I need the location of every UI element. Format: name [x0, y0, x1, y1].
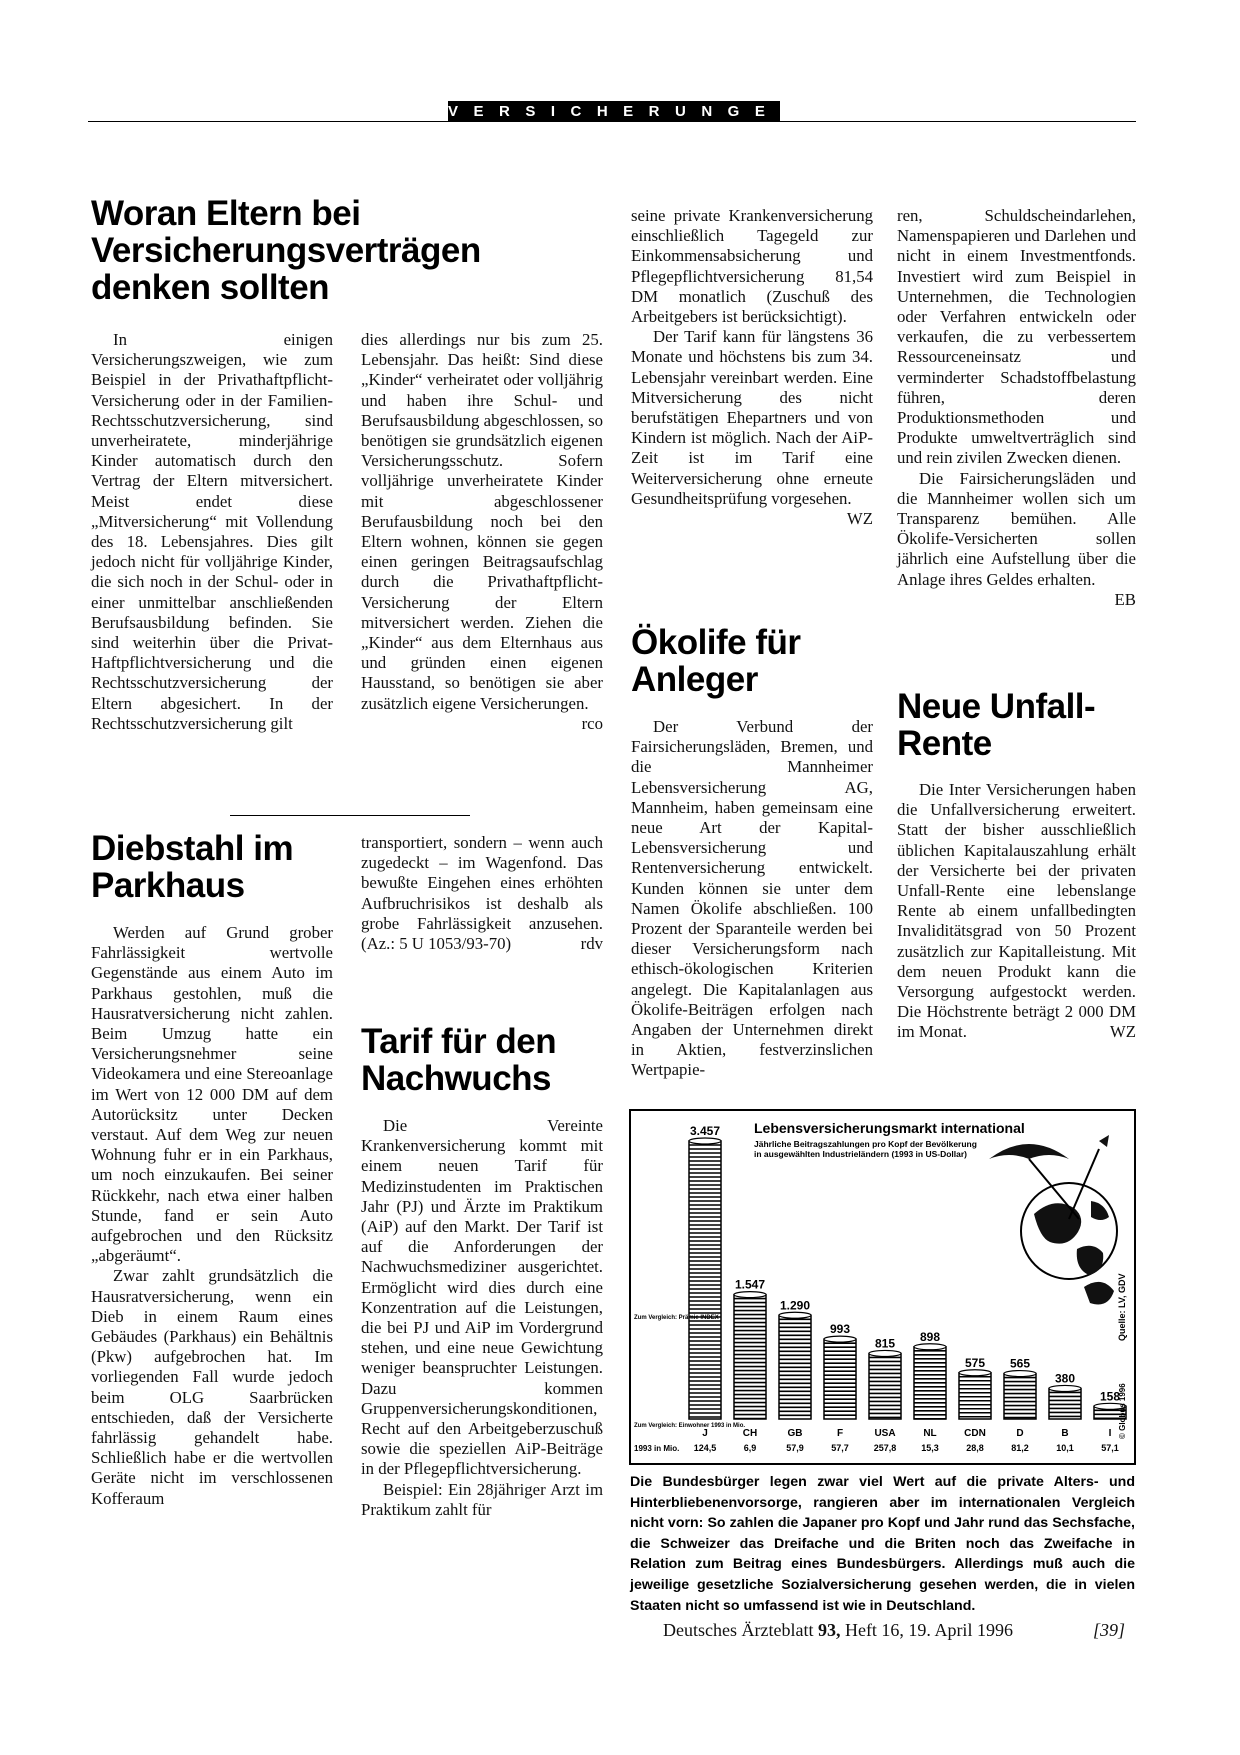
eltern-col2 — [361, 330, 603, 734]
coin-top — [734, 1292, 766, 1298]
value-label: 158 — [1099, 1389, 1121, 1404]
value-label: 380 — [1054, 1371, 1076, 1386]
diebstahl-col2-body: transportiert, sondern – wenn auch zugedeckt – im Wagenfond. Das bewußte Eingehen eines erhöhten Aufbruchrisikos ist deshalb als grobe Fahrlässigkeit anzusehen. (Az.: 5 U 1053/93-70) — [361, 833, 603, 954]
oekolife-col3 — [631, 717, 873, 1081]
value-label: 575 — [964, 1355, 986, 1370]
eltern-signature: rco — [581, 713, 603, 733]
chart — [629, 1109, 1136, 1465]
headline-tarif: Tarif für den Nachwuchs — [361, 1022, 557, 1098]
population-label: 57,7 — [831, 1443, 849, 1453]
coin-top — [824, 1336, 856, 1342]
oekolife-col4-body: Die Fairsicherungsläden und die Mannheimer wollen sich um Transparenz bemühen. Alle Ökolife-Versicherten sollen jährlich eine Aufstellung über die Anlage ihres Geldes erhalten. — [897, 468, 1136, 589]
oekolife-col3-text: Der Verbund der Fairsicherungsläden, Bremen, und die Mannheimer Lebensversicherung AG, Mannheim, haben gemeinsam eine neue Art der Kapital-Lebensversicherung und Rentenversicherung entwickelt. Kunden können sie unter dem Namen Ökolife abschließen. 100 Prozent der Sparanteile werden bei dieser Versicherungsform nach ethisch-ökologischen Kriterien angelegt. Die Kapitalanlagen aus Ökolife-Beiträgen erfolgen nach Angaben der Unternehmen direkt in Aktien, festverzinslichen Wertpapie- — [631, 717, 873, 1080]
headline-diebstahl: Diebstahl im Parkhaus — [91, 829, 294, 905]
section-tag: VERSICHERUNGEN — [448, 103, 807, 120]
bar-CDN — [959, 1370, 991, 1419]
population-label: 57,1 — [1101, 1443, 1119, 1453]
row-label-index: Zum Vergleich: Prämie INDEX — [634, 1315, 719, 1321]
chart-source: Quelle: LV, GDV — [1117, 1273, 1127, 1341]
category-label: USA — [874, 1428, 896, 1439]
footer — [663, 1620, 1063, 1641]
value-label: 898 — [919, 1329, 941, 1344]
footer-issue: Heft 16, 19. April 1996 — [844, 1620, 1013, 1640]
diebstahl-col2-text — [361, 833, 603, 954]
oekolife-signature: EB — [1114, 589, 1136, 609]
category-label: CH — [742, 1428, 758, 1439]
population-label: 15,3 — [921, 1443, 939, 1453]
tarif-col3 — [631, 206, 873, 529]
row-label-population: Zum Vergleich: Einwohner 1993 in Mio. — [634, 1423, 746, 1429]
population-label: 81,2 — [1011, 1443, 1029, 1453]
footer-volume: 93, — [817, 1620, 841, 1640]
eltern-col1 — [91, 330, 333, 734]
coin-top — [914, 1344, 946, 1350]
headline-unfall: Neue Unfall-Rente — [897, 687, 1096, 763]
tarif-p2: Beispiel: Ein 28jähriger Arzt im Praktikum zahlt für — [361, 1479, 603, 1519]
category-label: I — [1108, 1428, 1112, 1439]
unfall-body: Die Inter Versicherungen haben die Unfallversicherung erweitert. Statt der bisher ausschließlich üblichen Kapitalauszahlung erhält der Versicherte bei der privaten Unfall-Rente eine lebenslange Rente ab einem unfallbedingten Invaliditätsgrad von 50 Prozent zusätzlich zur Kapitalleistung. Mit dem neuen Produkt kann die Versorgung aufgestockt werden. Die Höchstrente beträgt 2 000 DM im Monat. — [897, 780, 1136, 1042]
value-label: 1.290 — [779, 1298, 811, 1313]
diebstahl-col1-p1: Werden auf Grund grober Fahrlässigkeit wertvolle Gegenstände aus einem Auto im Parkhaus gestohlen, muß die Hausratversicherung nicht zahlen. Beim Umzug hatte ein Versicherungsnehmer seine Videokamera und eine Stereoanlage im Wert von 12 000 DM auf dem Autorücksitz unter Decken verstaut. Auf dem Weg zur neuen Wohnung fuhr er in ein Parkhaus, um noch einzukaufen. Bei seiner Rückkehr, nach etwa einer halben Stunde, fand er sein Auto aufgebrochen und den Rücksitz „abgeräumt“. — [91, 923, 333, 1266]
category-label: GB — [787, 1428, 803, 1439]
eltern-col1-text: In einigen Versicherungszweigen, wie zum Beispiel in der Privathaftpflicht-Versicherung oder in der Familien-Rechtsschutzversicherung, sind unverheiratete, minderjährige Kinder automatisch durch den Vertrag der Eltern mitversichert. Meist endet diese „Mitversicherung“ mit Vollendung des 18. Lebensjahres. Dies gilt jedoch nicht für volljährige Kinder, die sich noch in der Schul- oder in einer unmittelbar anschließenden Berufsausbildung befinden. Sie sind weiterhin über die Privat-Haftpflichtversicherung und die Rechtsschutzversicherung der Eltern abgesichert. In der Rechtsschutzversicherung gilt — [91, 330, 333, 733]
unfall-col4 — [897, 780, 1136, 1043]
population-label: 257,8 — [873, 1443, 897, 1453]
footer-page: [39] — [1093, 1620, 1126, 1640]
article-divider — [230, 815, 470, 816]
tarif-signature: WZ — [846, 509, 873, 529]
headline-eltern: Woran Eltern bei Versicherungsverträgen denken sollten — [91, 194, 481, 307]
bar-rect — [734, 1295, 766, 1419]
footer-journal: Deutsches Ärzteblatt — [663, 1620, 814, 1640]
coin-top — [689, 1138, 721, 1144]
category-label: CDN — [964, 1428, 986, 1439]
bar-rect — [1004, 1374, 1036, 1419]
population-label: 124,5 — [693, 1443, 717, 1453]
bar-B — [1049, 1385, 1081, 1419]
bar-F — [824, 1336, 856, 1419]
category-label: NL — [923, 1428, 937, 1439]
coin-top — [959, 1370, 991, 1376]
population-label: 10,1 — [1056, 1443, 1074, 1453]
population-label: 57,9 — [786, 1443, 804, 1453]
diebstahl-col1 — [91, 923, 333, 1509]
diebstahl-col1-p2: Zwar zahlt grundsätzlich die Hausratversicherung, wenn ein Dieb in einem Raum eines Gebäudes (Parkhaus) ein Behältnis (Pkw) aufgebrochen hat. Im vorliegenden Fall wurde jedoch beim OLG Saarbrücken entschieden, daß der Versicherte fahrlässig gehandelt habe. Schließlich habe er die wertvollen Geräte nicht im verschlossenen Kofferaum — [91, 1266, 333, 1508]
tarif-col2 — [361, 1116, 603, 1520]
bar-NL — [914, 1344, 946, 1419]
chart-title: Lebensversicherungsmarkt international — [754, 1120, 1025, 1136]
eltern-col2-body: dies allerdings nur bis zum 25. Lebensjahr. Das heißt: Sind diese „Kinder“ verheiratet oder volljährig und haben ihre Schul- und Berufsausbildung abgeschlossen, so benötigen sie grundsätzlich eigenen Versicherungsschutz. Sofern volljährige unverheiratete Kinder mit abgeschlossener Berufausbildung noch bei den Eltern wohnen, können sie gegen einen geringen Beitragsaufschlag durch die Privathaftpflicht-Versicherung der Eltern mitversichert werden. Ziehen die „Kinder“ aus dem Elternhaus aus und gründen einen eigenen Hausstand, so benötigen sie aber zusätzlich eigene Versicherungen. — [361, 330, 603, 713]
unfall-signature: WZ — [1109, 1022, 1136, 1042]
tarif-col3-p2 — [631, 327, 873, 529]
tarif-col3-p1: seine private Krankenversicherung einschließlich Tagegeld zur Einkommensabsicherung und Pflegepflichtversicherung 81,54 DM monatlich (Zuschuß des Arbeitgebers ist berücksichtigt). — [631, 206, 873, 327]
population-row-label: 1993 in Mio. — [634, 1444, 680, 1453]
category-label: B — [1061, 1428, 1069, 1439]
chart-subtitle-wrap — [754, 1139, 984, 1173]
chart-caption: Die Bundesbürger legen zwar viel Wert auf die private Alters- und Hinterbliebenenvorsorge, rangieren aber im internationalen Vergleich nicht vorn: So zahlen die Japaner pro Kopf und Jahr rund das Sechsfache, die Schweizer das Dreifache und die Briten noch das Zweifache in Relation zum Beitrag eines Bundesbürgers. Allerdings muß auch die jeweilige gesetzliche Sozialversicherung gesehen werden, die in vielen Staaten nicht so umfassend ist wie in Deutschland. — [630, 1474, 1135, 1614]
value-label: 815 — [874, 1336, 896, 1351]
bar-USA — [869, 1350, 901, 1419]
chart-credit: © Globus 1996 — [1118, 1383, 1127, 1439]
value-label: 993 — [829, 1322, 851, 1337]
coin-top — [1049, 1385, 1081, 1391]
headline-oekolife: Ökolife für Anleger — [631, 623, 801, 699]
population-label: 28,8 — [966, 1443, 984, 1453]
value-label: 565 — [1009, 1356, 1031, 1371]
category-label: D — [1016, 1428, 1024, 1439]
chart-svg — [629, 1109, 1136, 1465]
unfall-text — [897, 780, 1136, 1043]
chart-subtitle: Jährliche Beitragszahlungen pro Kopf der Bevölkerung in ausgewählten Industrieländern (1993 in US-Dollar) — [754, 1139, 977, 1159]
oekolife-col4 — [897, 206, 1136, 610]
oekolife-col4-p1: ren, Schuldscheindarlehen, Namenspapieren und Darlehen und nicht in einem Investmentfonds. Investiert wird zum Beispiel in Unternehmen, die Technologien oder Verfahren entwickeln oder verkaufen, die zu verbessertem Ressourceneinsatz und verminderter Schadstoffbelastung führen, deren Produktionsmethoden und Produkte umweltverträglich sind und rein zivilen Zwecken dienen. — [897, 206, 1136, 468]
population-label: 6,9 — [743, 1443, 757, 1453]
tarif-col3-body: Der Tarif kann für längstens 36 Monate und höchstens bis zum 34. Lebensjahr vereinbart werden. Eine Mitversicherung des nicht berufstätigen Ehepartners und von Kindern ist möglich. Nach der AiP-Zeit ist im Tarif eine Weiterversicherung ohne erneute Gesundheitsprüfung vorgesehen. — [631, 327, 873, 508]
diebstahl-signature: rdv — [580, 934, 603, 954]
oekolife-col4-p2 — [897, 468, 1136, 609]
bar-GB — [779, 1312, 811, 1419]
coin-top — [1004, 1371, 1036, 1377]
bar-CH — [734, 1292, 766, 1419]
bar-J — [689, 1138, 721, 1419]
diebstahl-col2 — [361, 833, 603, 954]
eltern-col2-text — [361, 330, 603, 733]
coin-top — [779, 1312, 811, 1318]
category-label: J — [702, 1428, 708, 1439]
value-label: 3.457 — [689, 1124, 721, 1138]
tarif-p1: Die Vereinte Krankenversicherung kommt mit einem neuen Tarif für Medizinstudenten im Praktischen Jahr (PJ) und Ärzte im Praktikum (AiP) auf den Markt. Der Tarif ist auf die Anforderungen der Nachwuchsmediziner ausgerichtet. Ermöglicht wird dies durch eine Konzentration auf die Leistungen, die bei PJ und AiP im Vordergrund stehen, und eine neue Gewichtung weniger beanspruchter Leistungen. Dazu kommen Gruppenversicherungskonditionen, Recht auf den Arbeitgeberzuschuß sowie die speziellen AiP-Beiträge in der Pflegepflichtversicherung. — [361, 1116, 603, 1479]
coin-top — [869, 1350, 901, 1356]
bar-D — [1004, 1371, 1036, 1419]
value-label: 1.547 — [734, 1277, 766, 1292]
category-label: F — [836, 1428, 844, 1439]
